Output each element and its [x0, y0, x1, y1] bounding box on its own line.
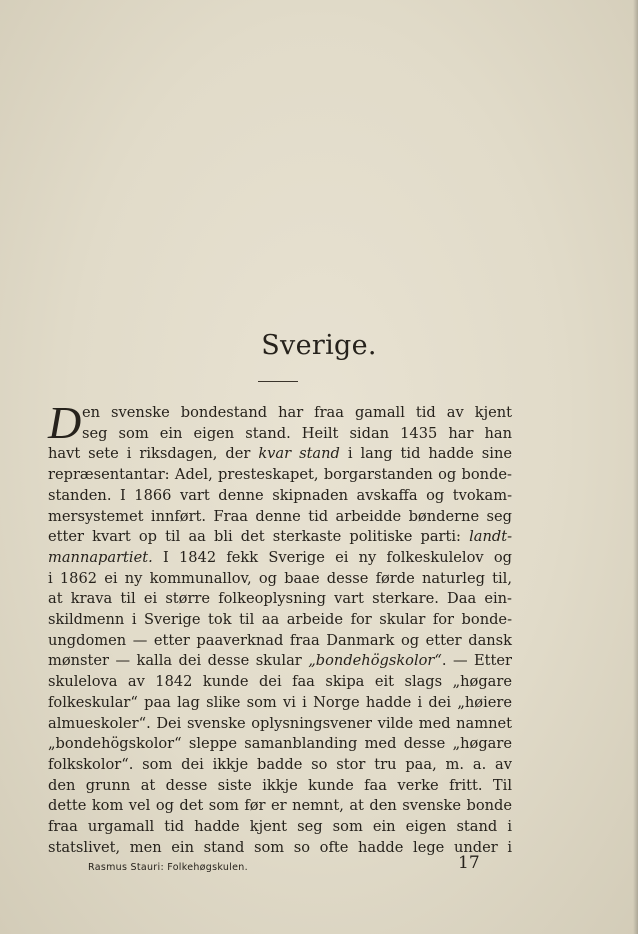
text-line: repræsentantar: Adel, presteskapet, borgarstanden og bonde- [48, 466, 512, 484]
text-line: fraa urgamall tid hadde kjent seg som ein eigen stand i [48, 818, 512, 836]
text-line: mersystemet innført. Fraa denne tid arbeidde bønderne seg [48, 507, 512, 525]
text-line: skildmenn i Sverige tok til aa arbeide for skular for bonde- [48, 611, 512, 629]
body-paragraph [48, 397, 513, 858]
text-line: ungdomen — etter paaverknad fraa Danmark og etter dansk [48, 631, 512, 649]
text-line: standen. I 1866 vart denne skipnaden avskaffa og tvokam- [48, 486, 512, 504]
italic-phrase: kvar stand [258, 445, 340, 463]
footer-author: Rasmus Stauri: Folkehøgskulen. [88, 862, 248, 873]
title-rule [258, 381, 298, 382]
italic-phrase: landt- [469, 528, 513, 546]
text-line: almueskoler“. Dei svenske oplysningsvener vilde med namnet [48, 714, 512, 732]
text-line: seg som ein eigen stand. Heilt sidan 1435 har han [82, 424, 512, 442]
text-line: folkskolor“. som dei ikkje badde so stor tru paa, m. a. av [48, 755, 512, 773]
text-line: skulelova av 1842 kunde dei faa skipa eit slags „høgare [48, 673, 512, 691]
italic-phrase: mannapartiet. [48, 548, 153, 566]
page-number: 17 [458, 853, 480, 873]
text-line: folkeskular“ paa lag slike som vi i Norge hadde i dei „høiere [48, 693, 512, 711]
text-line: den grunn at desse siste ikkje kunde faa verke fritt. Til [48, 776, 512, 794]
text-line: dette kom vel og det som før er nemnt, at den svenske bonde [48, 797, 512, 815]
drop-cap: D [48, 397, 82, 448]
text-line: „bondehögskolor“ sleppe samanblanding med desse „høgare [48, 735, 512, 753]
text-line: en svenske bondestand har fraa gamall tid av kjent [82, 404, 512, 421]
italic-phrase: „bondehögskolor“ [308, 652, 442, 670]
chapter-title: Sverige. [261, 330, 377, 361]
text-line: i 1862 ei ny kommunallov, og baae desse førde naturleg til, [48, 569, 512, 587]
text-line: havt sete i riksdagen, der kvar stand i lang tid hadde sine [48, 445, 512, 463]
text-line: mannapartiet. I 1842 fekk Sverige ei ny folkeskulelov og [48, 548, 512, 566]
text-line: etter kvart op til aa bli det sterkaste politiske parti: landt- [48, 528, 513, 546]
text-line: statslivet, men ein stand som so ofte hadde lege under i [48, 838, 512, 856]
text-line: mønster — kalla dei desse skular „bondehögskolor“. — Etter [48, 652, 512, 670]
text-line: at krava til ei større folkeoplysning vart sterkare. Daa ein- [48, 590, 512, 608]
